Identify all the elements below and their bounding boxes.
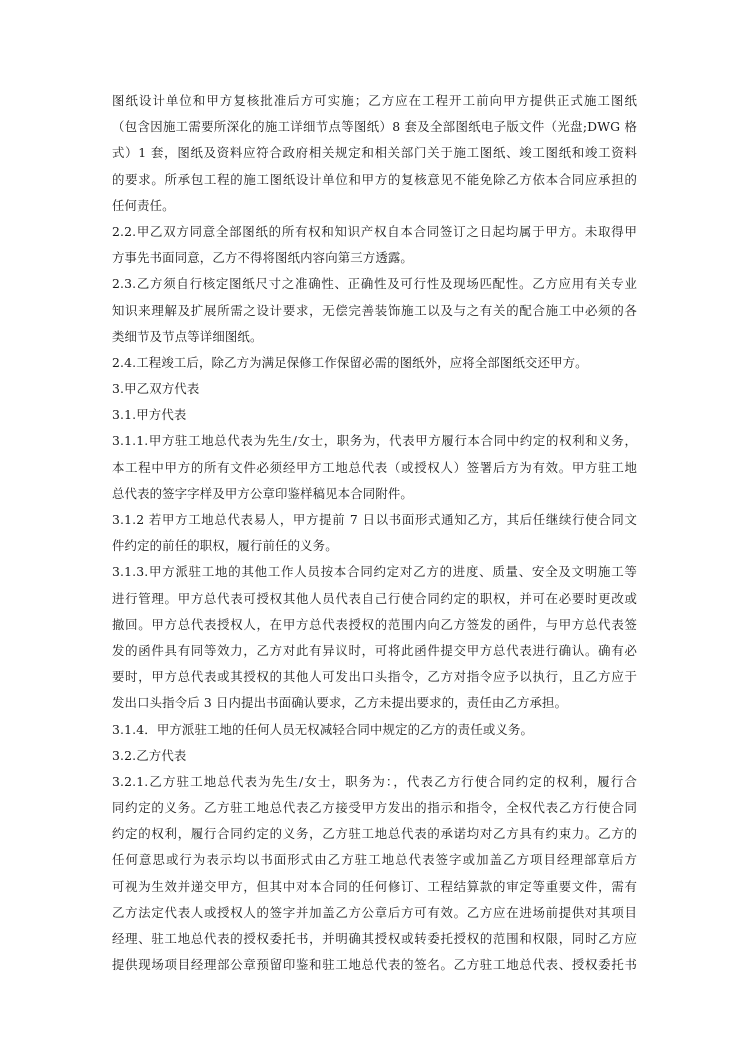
document-body: [112, 88, 637, 978]
text-line: 2.3.乙方须自行核定图纸尺寸之准确性、正确性及可行性及现场匹配性。乙方应用有关专业: [112, 276, 637, 292]
text-line: 知识来理解及扩展所需之设计要求，无偿完善装饰施工以及与之有关的配合施工中必须的各: [112, 302, 637, 318]
text-line: 任何责任。: [112, 197, 175, 213]
text-line: 方事先书面同意，乙方不得将图纸内容向第三方透露。: [112, 250, 413, 266]
text-line: 乙方法定代表人或授权人的签字并加盖乙方公章后方可有效。乙方应在进场前提供对其项目: [112, 904, 637, 920]
text-line: 图纸设计单位和甲方复核批准后方可实施；乙方应在工程开工前向甲方提供正式施工图纸: [112, 93, 637, 108]
section-heading: 3.1.甲方代表: [112, 407, 187, 423]
text-line: 件约定的前任的职权，履行前任的义务。: [112, 538, 338, 554]
text-line: 任何意思或行为表示均以书面形式由乙方驻工地总代表签字或加盖乙方项目经理部章后方: [112, 852, 637, 868]
text-line: 3.1.2 若甲方工地总代表易人，甲方提前 7 日以书面形式通知乙方，其后任继续行使合同文: [112, 512, 637, 527]
text-line: 类细节及节点等详细图纸。: [112, 328, 263, 344]
text-line: 3.1.3.甲方派驻工地的其他工作人员按本合同约定对乙方的进度、质量、安全及文明施工等: [112, 564, 637, 580]
section-heading: 3.甲乙双方代表: [112, 381, 200, 397]
text-line: （包含因施工需要所深化的施工详细节点等图纸）8 套及全部图纸电子版文件（光盘;DWG 格: [112, 119, 637, 135]
text-line: 式）1 套，图纸及资料应符合政府相关规定和相关部门关于施工图纸、竣工图纸和竣工资料: [112, 145, 637, 161]
text-line: 总代表的签字字样及甲方公章印鉴样稿见本合同附件。: [112, 485, 413, 501]
text-line: 3.1.1.甲方驻工地总代表为先生/女士，职务为，代表甲方履行本合同中约定的权利和义务，: [112, 433, 637, 449]
text-line: 要时，甲方总代表或其授权的其他人可发出口头指令，乙方对指令应予以执行，且乙方应于: [112, 669, 637, 685]
text-line: 3.1.4．甲方派驻工地的任何人员无权减轻合同中规定的乙方的责任或义务。: [112, 721, 534, 737]
text-line: 3.2.1.乙方驻工地总代表为先生/女士，职务为：，代表乙方行使合同约定的权利，履行合: [112, 773, 637, 789]
text-line: 可视为生效并递交甲方，但其中对本合同的任何修订、工程结算款的审定等重要文件，需有: [112, 878, 637, 894]
text-line: 的要求。所承包工程的施工图纸设计单位和甲方的复核意见不能免除乙方依本合同应承担的: [112, 171, 637, 187]
text-line: 提供现场项目经理部公章预留印鉴和驻工地总代表的签名。乙方驻工地总代表、授权委托书: [112, 957, 637, 973]
text-line: 本工程中甲方的所有文件必须经甲方工地总代表（或授权人）签署后方为有效。甲方驻工地: [112, 459, 637, 475]
text-line: 进行管理。甲方总代表可授权其他人员代表自己行使合同约定的职权，并可在必要时更改或: [112, 590, 637, 606]
text-line: 经理、驻工地总代表的授权委托书，并明确其授权或转委托授权的范围和权限，同时乙方应: [112, 931, 637, 946]
section-heading: 3.2.乙方代表: [112, 747, 187, 763]
text-line: 发出口头指令后 3 日内提出书面确认要求，乙方未提出要求的，责任由乙方承担。: [112, 695, 568, 711]
text-line: 撤回。甲方总代表授权人，在甲方总代表授权的范围内向乙方签发的函件，与甲方总代表签: [112, 616, 637, 632]
text-line: 发的函件具有同等效力，乙方对此有异议时，可将此函件提交甲方总代表进行确认。确有必: [112, 642, 637, 658]
text-line: 约定的权利，履行合同约定的义务，乙方驻工地总代表的承诺均对乙方具有约束力。乙方的: [112, 826, 637, 842]
text-line: 2.2.甲乙双方同意全部图纸的所有权和知识产权自本合同签订之日起均属于甲方。未取得甲: [112, 223, 637, 239]
text-line: 同约定的义务。乙方驻工地总代表乙方接受甲方发出的指示和指令，全权代表乙方行使合同: [112, 800, 637, 816]
text-line: 2.4.工程竣工后，除乙方为满足保修工作保留必需的图纸外，应将全部图纸交还甲方。: [112, 354, 588, 370]
